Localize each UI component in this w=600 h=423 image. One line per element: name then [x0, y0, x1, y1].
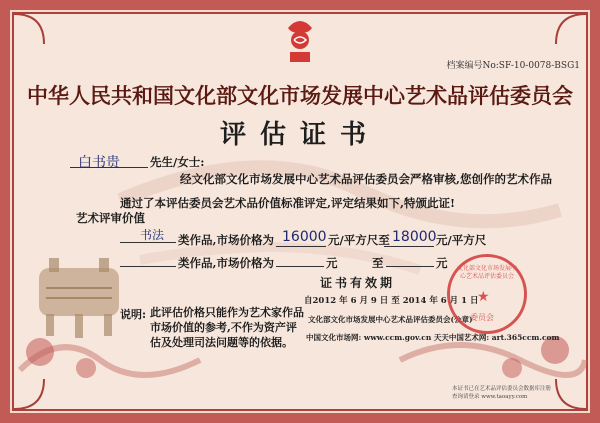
footer-line-2: 查询请登录 www.taoayy.com	[452, 394, 528, 400]
recipient-underline	[70, 167, 148, 168]
category-value: 书法	[140, 228, 165, 242]
salutation: 先生/女士:	[150, 155, 205, 169]
row1-label: 类作品,市场价格为	[178, 233, 275, 247]
row2-label: 类作品,市场价格为	[178, 256, 275, 270]
official-seal	[447, 254, 527, 334]
emblem-icon	[284, 14, 316, 66]
issuer-text: 文化部文化市场发展中心艺术品评估委员会(公章)	[308, 315, 473, 324]
price-max: 18000	[392, 229, 437, 245]
row2-min-underline	[276, 266, 324, 267]
organization-title: 中华人民共和国文化部文化市场发展中心艺术品评估委员会	[27, 83, 573, 108]
seal-sub-text: 委员会	[470, 313, 494, 322]
footer-line-1: 本证书已在艺术品评估委员会数据库注册	[452, 386, 552, 392]
row2-to: 至	[372, 256, 384, 270]
row2-unit-a: 元	[326, 256, 338, 270]
row2-category-underline	[120, 266, 176, 267]
note-line-1: 此评估价格只能作为艺术家作品	[150, 306, 304, 319]
validity-heading: 证书有效期	[320, 276, 396, 290]
row2-max-underline	[386, 266, 434, 267]
recipient-name: 白书贵	[78, 155, 120, 171]
note-line-3: 估及处理司法问题等的依据。	[150, 336, 293, 349]
row1-unit-b: 元/平方尺	[436, 233, 487, 247]
price-max-underline	[384, 246, 434, 247]
price-min-underline	[276, 246, 326, 247]
seal-text: 文化部文化市场发展中心艺术品评估委员会	[456, 265, 517, 280]
seal-star-icon: ★	[477, 289, 490, 305]
archive-number: 档案编号No:SF-10-0078-BSG1	[446, 61, 580, 71]
bronze-vessel-icon	[24, 250, 134, 345]
note-label: 说明:	[120, 308, 147, 321]
websites-text: 中国文化市场网: www.ccm.gov.cn 天天中国艺术网: art.365ccm.com	[306, 333, 560, 342]
value-label: 艺术评审价值	[76, 211, 145, 225]
note-line-2: 市场价值的参考,不作为资产评	[150, 321, 297, 334]
certificate-title: 评估证书	[219, 120, 380, 150]
validity-dates: 自2012 年 6 月 9 日 至 2014 年 6 月 1 日	[304, 296, 479, 306]
row1-unit-a: 元/平方尺至	[328, 233, 390, 247]
category-underline	[120, 242, 176, 243]
body-line-2: 通过了本评估委员会艺术品价值标准评定,评定结果如下,特颁此证!	[120, 196, 456, 210]
price-min: 16000	[282, 229, 327, 245]
body-line-1: 经文化部文化市场发展中心艺术品评估委员会严格审核,您创作的艺术作品	[180, 172, 552, 186]
row2-unit-b: 元	[436, 256, 448, 270]
